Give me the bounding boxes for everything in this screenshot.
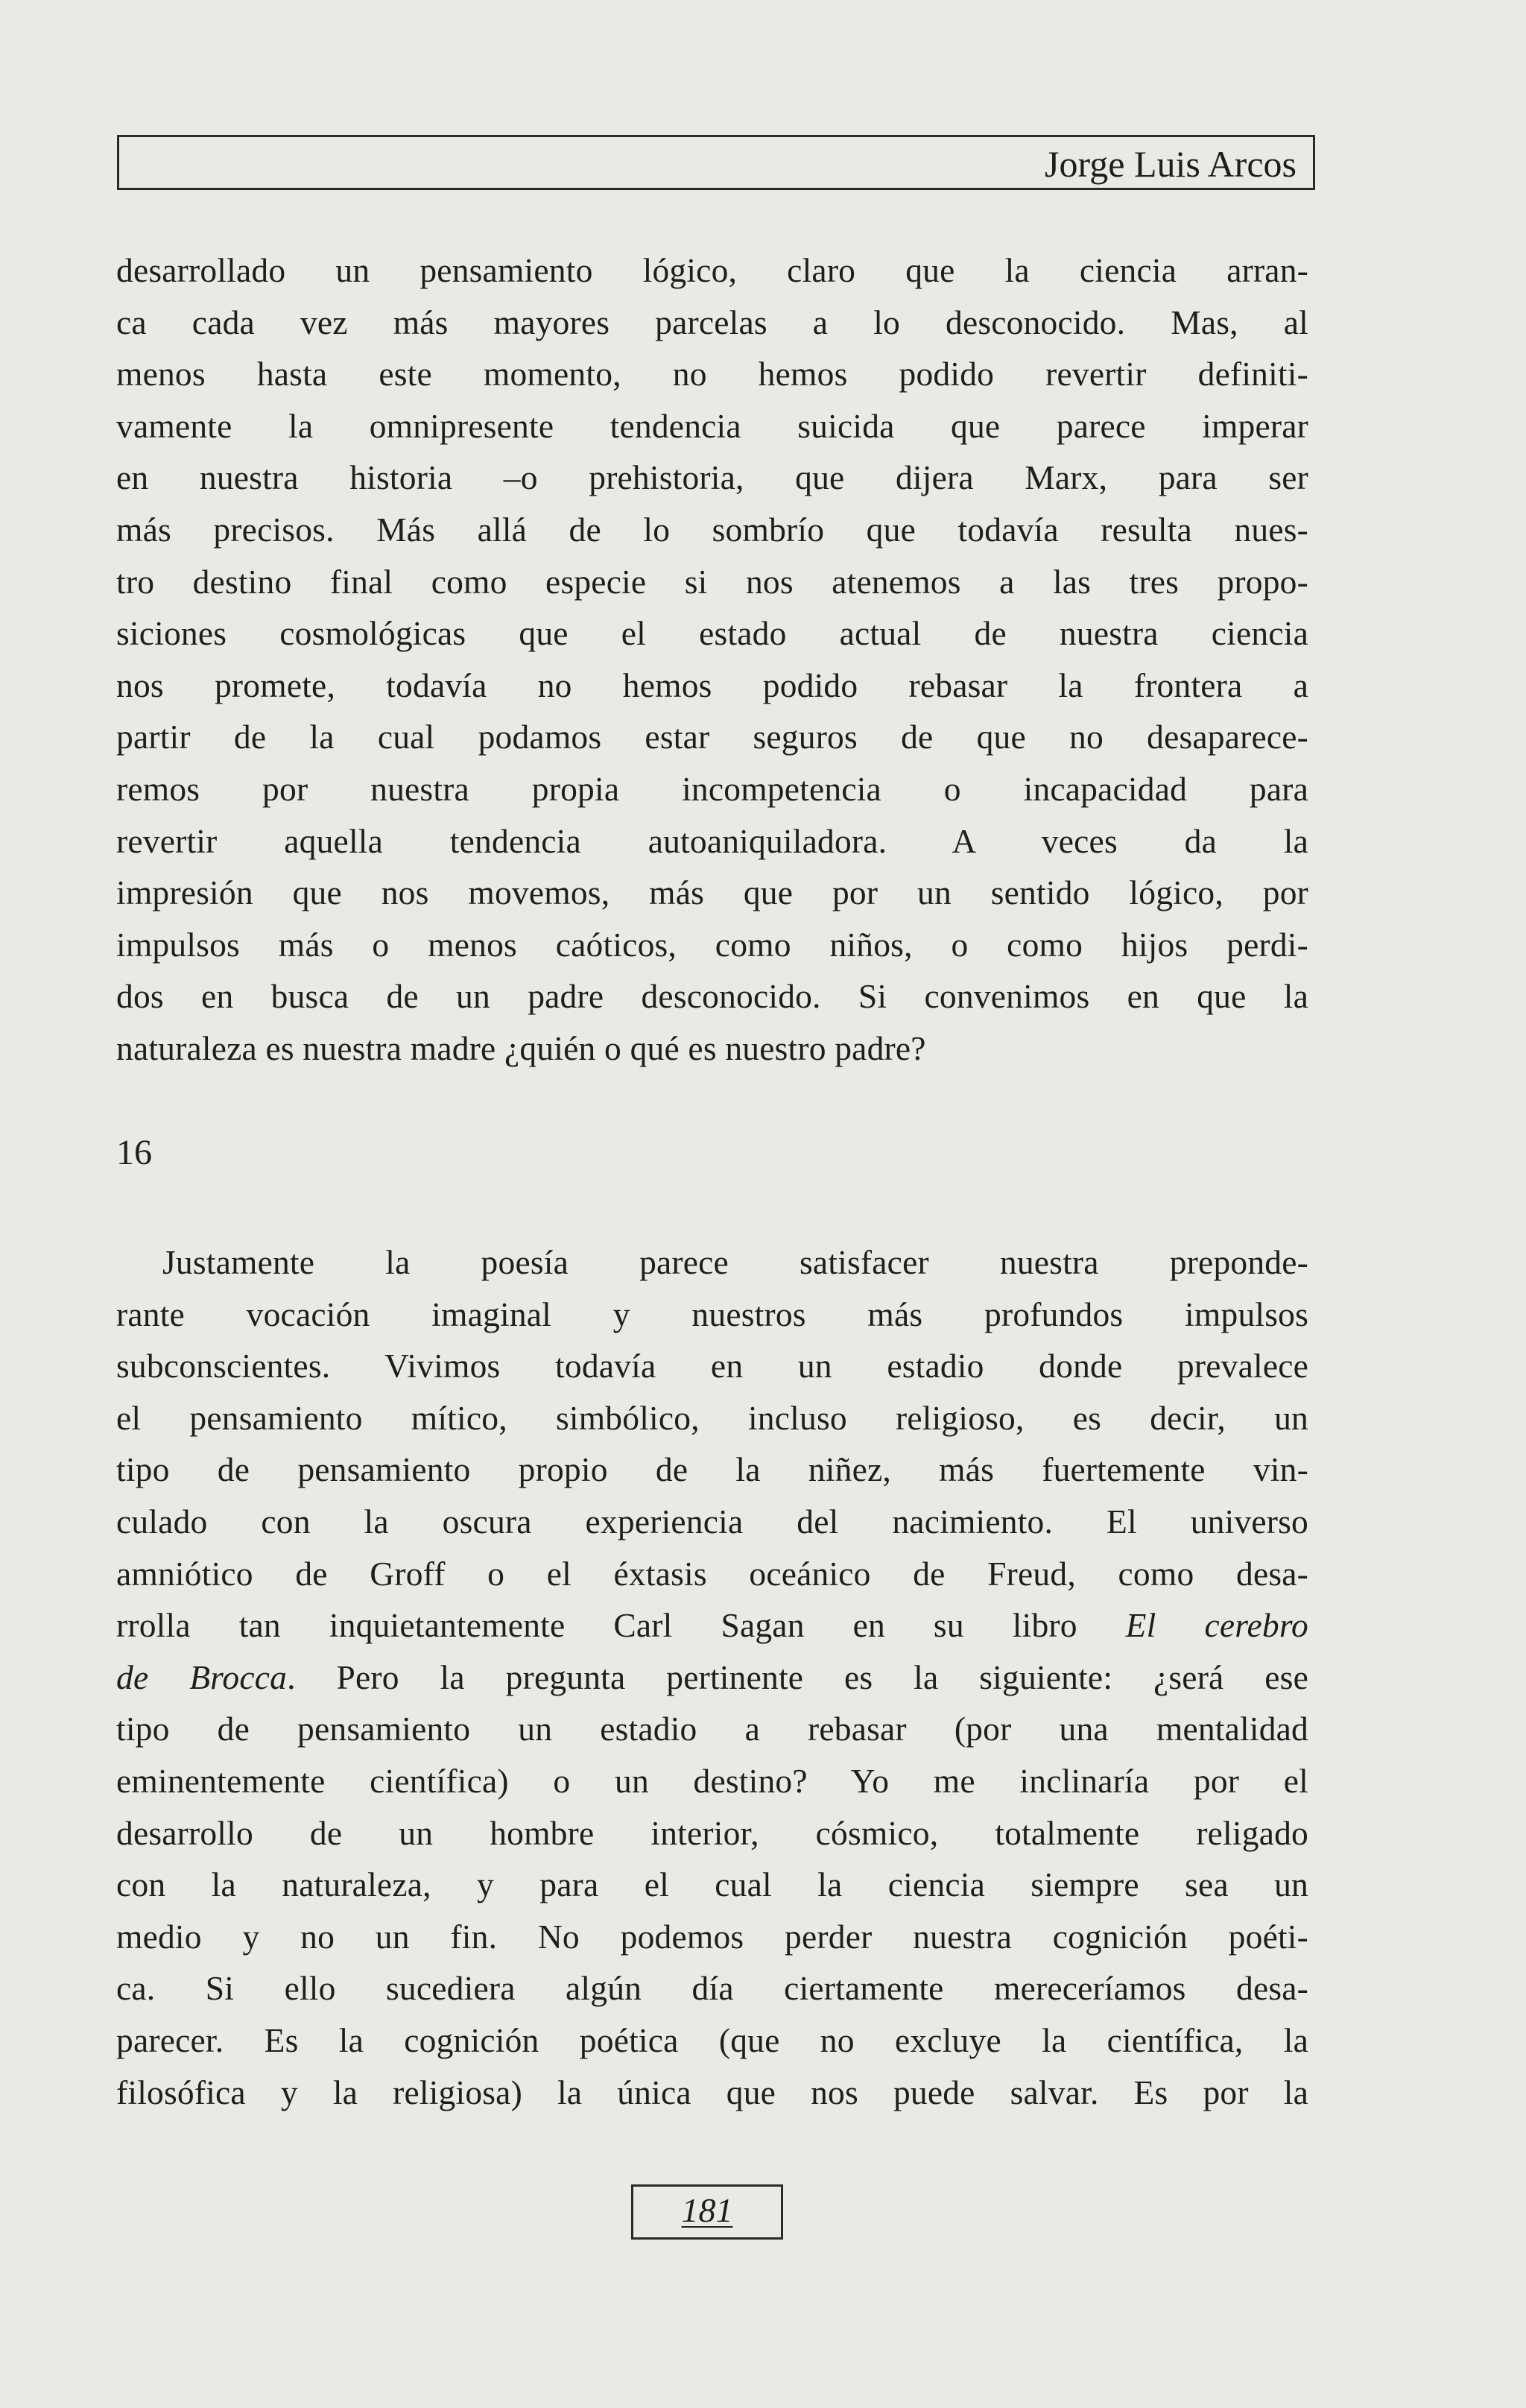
- text-line: siciones cosmológicas que el estado actual de nuestra ciencia: [116, 614, 1308, 653]
- paragraph-16: [116, 1236, 1308, 2118]
- text-line: medio y no un fin. No podemos perder nuestra cognición poéti-: [116, 1917, 1308, 1956]
- text-line: tro destino final como especie si nos atenemos a las tres propo-: [116, 562, 1308, 601]
- text-run: . Pero la pregunta pertinente es la siguiente: ¿será ese: [287, 1658, 1308, 1696]
- paragraph-continued: [116, 244, 1308, 1075]
- text-line: impresión que nos movemos, más que por un sentido lógico, por: [116, 873, 1308, 912]
- text-line: desarrollo de un hombre interior, cósmico, totalmente religado: [116, 1813, 1308, 1852]
- running-head-author: Jorge Luis Arcos: [1045, 143, 1297, 185]
- text-line: partir de la cual podamos estar seguros de que no desaparece-: [116, 718, 1308, 756]
- text-line: desarrollado un pensamiento lógico, claro que la ciencia arran-: [116, 251, 1308, 289]
- text-line: remos por nuestra propia incompetencia o incapacidad para: [116, 769, 1308, 808]
- text-line: eminentemente científica) o un destino? Yo me inclinaría por el: [116, 1761, 1308, 1800]
- text-line: tipo de pensamiento propio de la niñez, más fuertemente vin-: [116, 1450, 1308, 1489]
- text-line: revertir aquella tendencia autoaniquiladora. A veces da la: [116, 821, 1308, 860]
- text-line: nos promete, todavía no hemos podido rebasar la frontera a: [116, 666, 1308, 704]
- text-line: amniótico de Groff o el éxtasis oceánico de Freud, como desa-: [116, 1554, 1308, 1593]
- text-line: rante vocación imaginal y nuestros más profundos impulsos: [116, 1295, 1308, 1333]
- text-line: ca cada vez más mayores parcelas a lo desconocido. Mas, al: [116, 303, 1308, 341]
- text-line: con la naturaleza, y para el cual la ciencia siempre sea un: [116, 1865, 1308, 1904]
- text-line: tipo de pensamiento un estadio a rebasar (por una mentalidad: [116, 1710, 1308, 1748]
- text-line: dos en busca de un padre desconocido. Si convenimos en que la: [116, 977, 1308, 1016]
- page-number: 181: [681, 2191, 733, 2229]
- text-line: culado con la oscura experiencia del nacimiento. El universo: [116, 1502, 1308, 1540]
- text-line: parecer. Es la cognición poética (que no excluye la científica, la: [116, 2020, 1308, 2059]
- text-line: más precisos. Más allá de lo sombrío que todavía resulta nues-: [116, 510, 1308, 549]
- book-title: El cerebro: [1125, 1606, 1308, 1645]
- text-run: rrolla tan inquietantemente Carl Sagan en su libro: [116, 1606, 1126, 1645]
- text-line: en nuestra historia –o prehistoria, que dijera Marx, para ser: [116, 458, 1308, 497]
- text-line: el pensamiento mítico, simbólico, incluso religioso, es decir, un: [116, 1398, 1308, 1437]
- text-line: vamente la omnipresente tendencia suicida que parece imperar: [116, 406, 1308, 445]
- page-number-box: [631, 2184, 783, 2240]
- text-line: Justamente la poesía parece satisfacer nuestra preponde-: [162, 1243, 1308, 1281]
- section-number: 16: [116, 1133, 152, 1172]
- book-title: de Brocca: [116, 1658, 288, 1696]
- text-line: [116, 1599, 1308, 1652]
- text-line: naturaleza es nuestra madre ¿quién o qué es nuestro padre?: [116, 1028, 926, 1067]
- text-line: ca. Si ello sucediera algún día ciertamente mereceríamos desa-: [116, 1969, 1308, 2008]
- text-line: subconscientes. Vivimos todavía en un estadio donde prevalece: [116, 1347, 1308, 1385]
- text-line: filosófica y la religiosa) la única que nos puede salvar. Es por la: [116, 2073, 1308, 2111]
- text-line: impulsos más o menos caóticos, como niños, o como hijos perdi-: [116, 925, 1308, 964]
- text-line: [116, 1652, 1308, 1704]
- running-head-box: [117, 135, 1315, 190]
- text-line: menos hasta este momento, no hemos podido revertir definiti-: [116, 355, 1308, 394]
